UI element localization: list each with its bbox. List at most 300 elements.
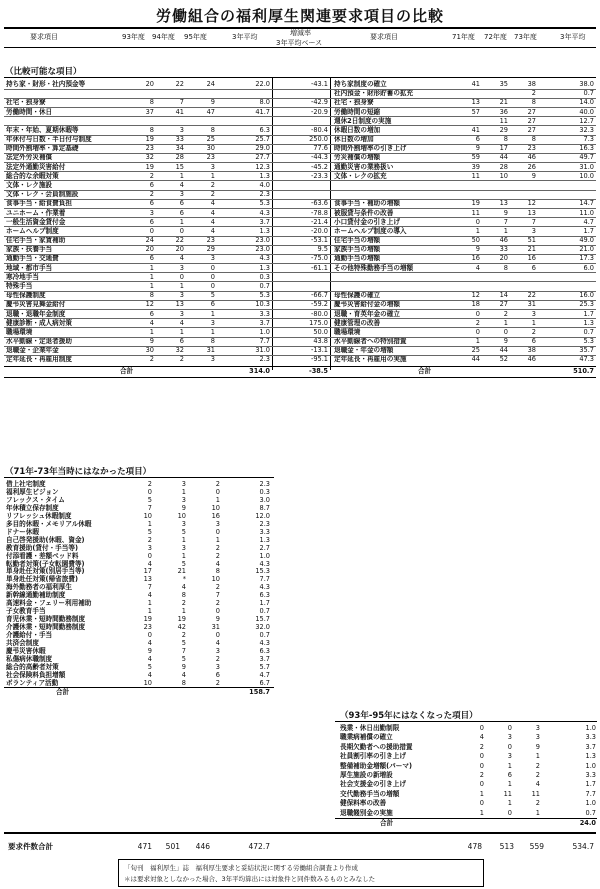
value-rate: 43.8 [313,337,328,346]
item-label-right: 食事手当・補助の増額 [334,199,400,208]
value-avg: 1.0 [585,724,596,732]
value-72: 44 [499,346,508,355]
value-rate: 77.6 [313,144,328,153]
value-95: 3 [215,519,220,528]
item-label-right: 文体・レクの拡充 [334,171,387,180]
value-71: 39 [471,162,480,171]
header-71: 71年度 [452,33,475,41]
item-label: 長期欠勤者への援助措置 [340,742,413,751]
item-label: 法定外労災補償 [6,153,53,162]
value-72: 28 [499,162,508,171]
value-94: 11 [503,789,512,798]
total-label-right: 合計 [418,366,432,375]
value-95: 30 [206,144,215,153]
item-label: 年末・年始、夏期休暇等 [6,125,79,134]
value-avg: 3.3 [259,309,270,318]
value-avg: 0.7 [585,808,596,817]
grand-71: 478 [467,842,482,851]
value-avg: 3.7 [259,217,270,226]
value-95: 3 [215,646,220,655]
value-rate: -20.0 [310,226,328,235]
item-label: 海外勤務者の福利厚生 [6,583,72,592]
total-avg-right: 510.7 [573,366,594,375]
value-72: 13 [499,199,508,208]
value-95: 16 [211,511,220,520]
value-avg: 0.7 [259,607,270,616]
section2-total-rule [4,687,274,688]
value-95: 4 [215,639,220,647]
value-72: 8 [503,263,508,272]
item-label: 慶弔災害休暇 [6,646,46,655]
value-93: 4 [147,654,152,663]
row-rule [4,254,596,255]
value-rate: -20.9 [310,107,328,116]
grand-93: 471 [137,842,152,851]
value-avg-right: 49.0 [579,236,594,245]
item-label-right: 休日数の増加 [334,135,374,144]
row-rule [4,199,596,200]
value-rate: -61.1 [310,263,328,272]
value-95: 4 [210,199,215,208]
row-rule [4,116,596,117]
value-95: 0 [215,631,220,640]
value-rate: -78.8 [310,208,328,217]
value-avg: 1.3 [585,752,596,761]
item-label: 年休付与日数・半日付与制度 [6,135,92,144]
value-93: 2 [147,480,152,488]
row-rule [4,236,596,237]
item-label: 特殊手当 [6,281,33,290]
value-71: 0 [475,217,480,226]
value-95: 7 [215,591,220,600]
item-label: ホームヘルプ制度 [6,226,59,235]
value-avg: 0.3 [259,272,270,281]
item-label: 通勤手当・交通費 [6,254,59,263]
value-94: 1 [507,780,512,789]
value-94: 2 [181,599,186,608]
value-71: 11 [471,208,480,217]
value-94: 3 [179,190,184,199]
item-label: 水平動線・定退者援助 [6,337,72,346]
grand-total-label: 要求件数合計 [8,842,53,851]
item-label-right: その他特殊勤務手当の増額 [334,263,414,272]
value-avg: 6.3 [259,125,270,134]
row-rule [4,125,596,126]
value-93: 5 [147,662,152,671]
value-95: 1 [535,752,540,761]
value-72: 17 [499,144,508,153]
value-94: 0 [507,724,512,732]
value-95: 0 [215,527,220,536]
value-71: 50 [471,236,480,245]
value-95: 2 [215,599,220,608]
item-label-right: 住宅手当の増額 [334,236,381,245]
value-73: 13 [527,208,536,217]
value-93: 1 [479,789,484,798]
value-avg: 23.0 [255,245,270,254]
value-94: 28 [175,153,184,162]
value-94: 32 [175,346,184,355]
value-avg: 5.3 [259,291,270,300]
item-label: フレックス・タイム [6,495,65,504]
value-94: 3 [179,309,184,318]
item-label: 文体・レク施設 [6,180,53,189]
item-label: 母性保護制度 [6,291,46,300]
item-label-right: 通勤手当の増額 [334,254,381,263]
value-95: 9 [215,615,220,624]
value-95: 4 [210,208,215,217]
value-95: 3 [210,318,215,327]
value-73: 2 [531,89,536,98]
item-label: 健康診断・成人病対策 [6,318,72,327]
value-72: 35 [499,80,508,88]
item-label: 文体・レク・会員制施設 [6,190,79,199]
value-73: 22 [527,291,536,300]
value-avg: 31.0 [255,346,270,355]
value-avg: 1.0 [585,761,596,770]
value-93: 6 [149,309,154,318]
value-95: 10 [211,575,220,584]
value-94: 3 [179,125,184,134]
value-72: 2 [503,309,508,318]
value-95: 2 [535,771,540,779]
value-94: 5 [181,639,186,647]
item-label: 家族・扶養手当 [6,245,53,254]
item-label: 持ち家・財形・社内預金等 [6,80,86,88]
value-avg: 1.7 [259,599,270,608]
value-71: 11 [471,171,480,180]
row-rule [4,171,596,172]
value-72: 1 [503,318,508,327]
value-avg-right: 5.3 [583,337,594,346]
header-item-right: 要求項目 [370,33,398,41]
value-93: 19 [143,615,152,624]
value-93: 6 [149,217,154,226]
item-label: 福利厚生ビジョン [6,487,59,496]
header-rate-sub: 3年平均ベース [276,39,323,47]
item-label-right: 水平動線者への特別措置 [334,337,407,346]
value-94: 33 [175,135,184,144]
value-95: 47 [206,107,215,116]
value-avg: 2.3 [259,519,270,528]
row-rule [4,107,596,108]
footnote-note: ＊は要求対象としなかった場合、3年平均算出には対象件と同件数みるものとみなした [124,875,376,883]
item-label: 総合的高齢者対策 [6,662,59,671]
value-93: 0 [147,631,152,640]
value-95: 6 [210,300,215,309]
value-95: 25 [206,135,215,144]
header-item: 要求項目 [30,33,58,41]
value-avg: 23.0 [255,236,270,245]
item-label: 時間外割増率・算定基礎 [6,144,79,153]
item-label: 総合的な余暇対策 [6,171,59,180]
value-avg-right: 17.3 [579,254,594,263]
value-71: 57 [471,107,480,116]
value-avg: 7.7 [259,575,270,584]
item-label: 教育援助(貸付・手当等) [6,543,78,552]
item-label: 退職・退職年金制度 [6,309,66,318]
value-72: 0 [503,327,508,336]
value-94: 1 [181,551,186,560]
value-94: 1 [179,281,184,290]
item-label: 整備補助金増額(パーマ) [340,761,412,770]
value-avg: 15.7 [255,615,270,624]
item-label: 社会保険料負担增額 [6,670,66,679]
value-71: 6 [475,135,480,144]
value-71: 9 [475,144,480,153]
value-avg: 5.7 [259,662,270,671]
value-avg: 27.7 [255,153,270,162]
value-94: 19 [177,615,186,624]
value-rate: -63.6 [310,199,328,208]
row-rule [4,180,596,181]
section1-divider [272,77,273,370]
value-avg: 0.3 [259,487,270,496]
item-label-right: 慶弔災害給付金の増額 [334,300,400,309]
value-73: 38 [527,346,536,355]
item-label: 交代勤務手当の増額 [340,789,400,798]
value-93: 19 [145,162,154,171]
value-93: 20 [145,80,154,88]
value-73: 38 [527,80,536,88]
value-94: 3 [507,752,512,761]
value-avg: 4.3 [259,639,270,647]
value-avg: 7.7 [585,789,596,798]
value-73: 2 [531,327,536,336]
row-rule [4,190,596,191]
row-rule [4,208,596,209]
row-rule [4,98,596,99]
value-95: 31 [211,623,220,632]
value-95: 29 [206,245,215,254]
value-93: 1 [479,808,484,817]
value-avg-right: 31.0 [579,162,594,171]
item-label: 職場環境 [6,327,33,336]
value-95: 5 [210,291,215,300]
value-avg: 29.0 [255,144,270,153]
value-avg: 10.3 [255,300,270,309]
value-93: 19 [145,135,154,144]
row-rule [4,337,596,338]
value-71: 18 [471,300,480,309]
value-73: 31 [527,300,536,309]
value-94: 7 [181,646,186,655]
item-label: 労働時間・休日 [6,107,53,116]
item-label: 子女教育手当 [6,607,46,616]
item-label-right: 労災補償の増額 [334,153,381,162]
value-rate: 175.0 [309,318,328,327]
value-avg: 3.7 [259,654,270,663]
item-label: ボランティア活動 [6,678,59,687]
value-93: 1 [147,607,152,616]
value-rate: -66.7 [310,291,328,300]
item-label: 借上社宅制度 [6,480,46,488]
item-label: 自己啓発援助(休暇、資金) [6,535,85,544]
value-93: 12 [145,300,154,309]
value-avg: 5.3 [259,199,270,208]
item-label: 新幹線通勤補助制度 [6,591,66,600]
value-avg-right: 6.0 [583,263,594,272]
value-71: 1 [475,337,480,346]
value-avg-right: 32.3 [579,125,594,134]
value-95: 8 [210,125,215,134]
value-avg: 15.3 [255,567,270,576]
value-94: 3 [181,543,186,552]
value-avg: 4.3 [259,559,270,568]
value-rate: 9.5 [317,245,328,254]
value-94: 20 [175,245,184,254]
value-71: 19 [471,199,480,208]
value-avg: 2.3 [259,190,270,199]
item-label: ユニホーム・作業着 [6,208,66,217]
value-avg: 6.3 [259,591,270,600]
value-93: 2 [479,742,484,751]
value-93: 6 [149,254,154,263]
value-95: 3 [215,662,220,671]
item-label: 社会支援金の引き上げ [340,780,406,789]
row-rule [4,309,596,310]
grand-avg: 472.7 [248,842,270,851]
value-95: 2 [215,543,220,552]
header-avg-right: 3年平均 [560,33,586,41]
item-label: 共済会制度 [6,639,39,647]
value-93: 13 [143,575,152,584]
section2-title: （71年-73年当時にはなかった項目） [5,467,152,477]
value-94: 3 [181,480,186,488]
value-93: 8 [149,98,154,107]
value-94: 3 [179,291,184,300]
value-73: 3 [531,309,536,318]
value-93: 4 [149,318,154,327]
value-rate: -44.3 [310,153,328,162]
value-rate: -75.0 [310,254,328,263]
value-94: 41 [175,107,184,116]
value-93: 0 [149,226,154,235]
value-avg-right: 25.3 [579,300,594,309]
value-95: 24 [206,80,215,88]
value-73: 27 [527,107,536,116]
value-95: 0 [215,607,220,616]
item-label: 年休積立保存制度 [6,503,59,512]
value-93: 0 [147,487,152,496]
section3-title: （93年-95年にはなくなった項目） [340,711,478,721]
value-93: 8 [149,125,154,134]
grand-73: 559 [529,842,544,851]
value-95: 4 [215,559,220,568]
value-93: 0 [479,780,484,789]
value-avg: 4.3 [259,208,270,217]
header-avg: 3年平均 [232,33,258,41]
item-label: 定年延長・再雇用制度 [6,355,72,364]
header-95: 95年度 [184,33,207,41]
row-rule [4,318,596,319]
footnote-source: 「旬刊 福利厚生」誌 福利厚生要求と妥結状況に関する労働組合調査より作成 [124,864,358,872]
value-rate: -43.1 [310,80,328,88]
value-95: 2 [210,180,215,189]
value-avg-right: 11.0 [579,208,594,217]
value-avg: 2.7 [259,543,270,552]
value-94: 1 [181,535,186,544]
value-72: 9 [503,337,508,346]
value-73: 27 [527,116,536,125]
value-avg-right: 49.7 [579,153,594,162]
value-93: 1 [149,281,154,290]
value-93: 4 [147,559,152,568]
value-93: 2 [149,355,154,364]
row-rule [4,144,596,145]
value-73: 6 [531,337,536,346]
value-94: 8 [181,591,186,600]
row-rule [4,162,596,163]
value-94: 4 [179,254,184,263]
value-93: 2 [149,190,154,199]
value-93: 4 [147,591,152,600]
value-93: 17 [143,567,152,576]
value-93: 9 [147,646,152,655]
item-label-right: 社宅・独身寮 [334,98,374,107]
value-95: 1 [215,535,220,544]
item-label: 転勤者対策(子女転園費等) [6,559,85,568]
value-avg: 3.3 [585,771,596,779]
value-94: * [182,575,186,584]
value-avg-right: 14.0 [579,98,594,107]
item-label-right: 母性保護の確立 [334,291,381,300]
value-73: 12 [527,199,536,208]
item-label: 多目的休暇・メモリアル休暇 [6,519,92,528]
value-71: 41 [471,125,480,134]
value-95: 0 [210,281,215,290]
value-93: 3 [149,208,154,217]
item-label-right: 小口貸付金の引き上げ [334,217,400,226]
value-avg-right: 0.7 [583,89,594,98]
value-rate: -80.4 [310,125,328,134]
value-73: 26 [527,162,536,171]
value-73: 46 [527,153,536,162]
value-95: 4 [210,217,215,226]
value-avg-right: 47.3 [579,355,594,364]
value-72: 7 [503,217,508,226]
value-93: 0 [147,551,152,560]
value-93: 10 [143,678,152,687]
value-94: 3 [181,495,186,504]
value-93: 37 [145,107,154,116]
value-93: 23 [145,144,154,153]
value-94: 1 [181,487,186,496]
value-73: 23 [527,144,536,153]
item-label: 慶弔災害見舞金給付 [6,300,66,309]
value-avg: 0.7 [259,631,270,640]
value-rate: -53.1 [310,236,328,245]
value-93: 2 [479,771,484,779]
item-label: 残業・休日出勤制限 [340,724,400,732]
value-avg-right: 38.0 [579,80,594,88]
value-94: 4 [179,318,184,327]
value-95: 2 [215,480,220,488]
item-label: 単身赴任対策(別居手当等) [6,567,85,576]
item-label: 食事手当・給食費負担 [6,199,72,208]
row-rule [4,135,596,136]
value-rate: -13.1 [310,346,328,355]
value-94: 9 [181,662,186,671]
value-95: 1 [210,171,215,180]
item-label: 職業病補償の確立 [340,733,393,742]
value-avg-right: 0.7 [583,327,594,336]
item-label: 寒冷地手当 [6,272,39,281]
value-avg: 1.0 [259,327,270,336]
value-95: 1 [535,808,540,817]
section1-rate-divider [330,77,331,370]
item-label-right: 社内預金・財形貯蓄の拡充 [334,89,414,98]
